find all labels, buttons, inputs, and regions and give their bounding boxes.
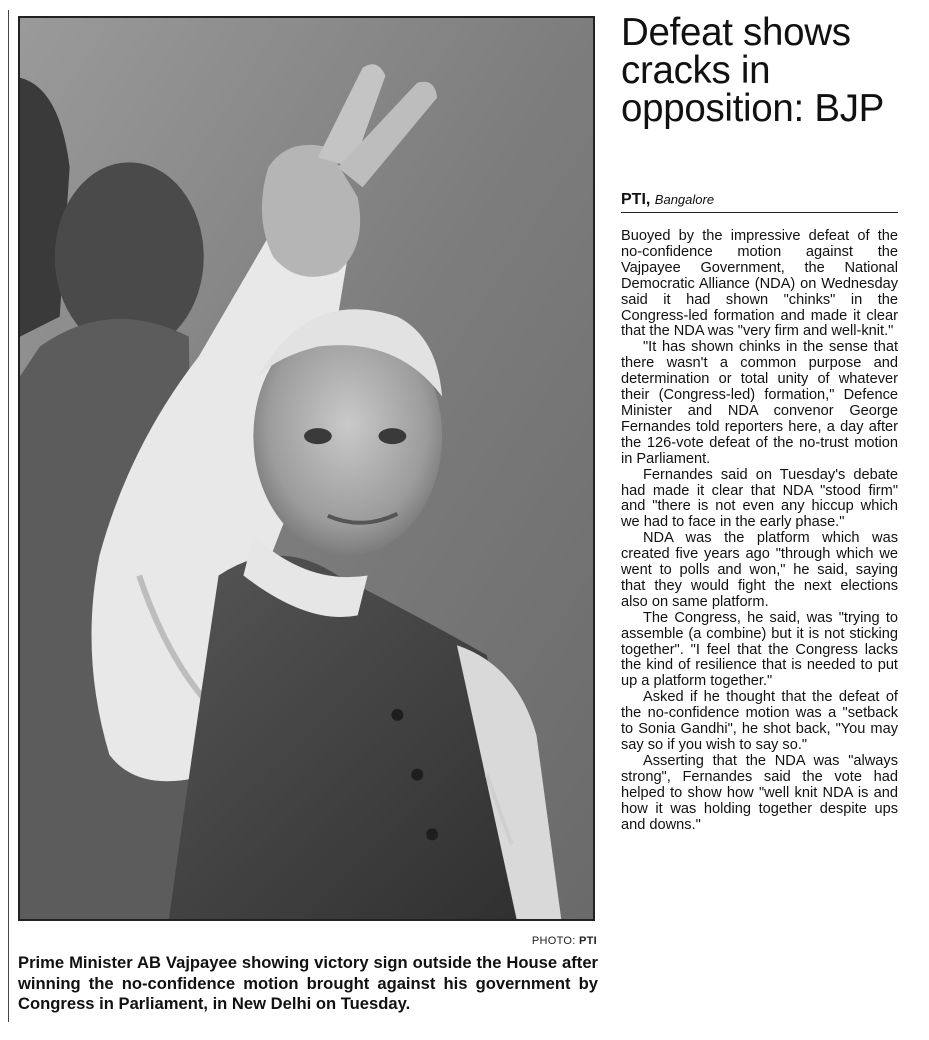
photo-credit-label: PHOTO: xyxy=(531,935,576,947)
article-paragraph: Asserting that the NDA was "always strong", Fernandes said the vote had helped to show how "well knit NDA is and how it was holding together despite ups and downs." xyxy=(621,752,898,833)
byline xyxy=(621,190,898,213)
article-paragraph: "It has shown chinks in the sense that there wasn't a common purpose and determination or total unity of whatever their (Congress-led) formation," Defence Minister and NDA convenor George Fernandes told reporters here, a day after the 126-vote defeat of the no-trust motion in Parliament. xyxy=(621,339,898,467)
photo-caption: Prime Minister AB Vajpayee showing victory sign outside the House after winning the no-confidence motion brought against his government by Congress in Parliament, in New Delhi on Tuesday. xyxy=(18,953,598,1013)
article-paragraph: The Congress, he said, was "trying to assemble (a combine) but it is not sticking together". "I feel that the Congress lacks the kind of resilience that is needed to put up a platform together." xyxy=(621,609,898,690)
byline-agency: PTI, xyxy=(621,191,651,208)
news-photo xyxy=(18,16,595,921)
byline-place: Bangalore xyxy=(654,192,715,207)
article-paragraph: Asked if he thought that the defeat of the no-confidence motion was a "setback to Sonia Gandhi", he shot back, "You may say so if you wish to say so." xyxy=(621,689,898,753)
photo-illustration xyxy=(20,18,593,919)
article-body xyxy=(621,229,898,833)
photo-credit xyxy=(18,935,597,947)
article-paragraph: Fernandes said on Tuesday's debate had made it clear that NDA "stood firm" and "there is not even any hiccup which we had to face in the early phase." xyxy=(621,466,898,531)
column-rule xyxy=(8,10,9,1022)
article-paragraph: Buoyed by the impressive defeat of the no-confidence motion against the Vajpayee Government, the National Democratic Alliance (NDA) on Wednesday said it had shown "chinks" in the Congress-led formation and made it clear that the NDA was "very firm and well-knit." xyxy=(621,228,898,340)
article-paragraph: NDA was the platform which was created five years ago "through which we went to polls and won," he said, saying that they would fight the next elections also on same platform. xyxy=(621,530,898,610)
photo-credit-source: PTI xyxy=(578,935,597,947)
article-headline: Defeat shows cracks in opposition: BJP xyxy=(621,11,885,130)
